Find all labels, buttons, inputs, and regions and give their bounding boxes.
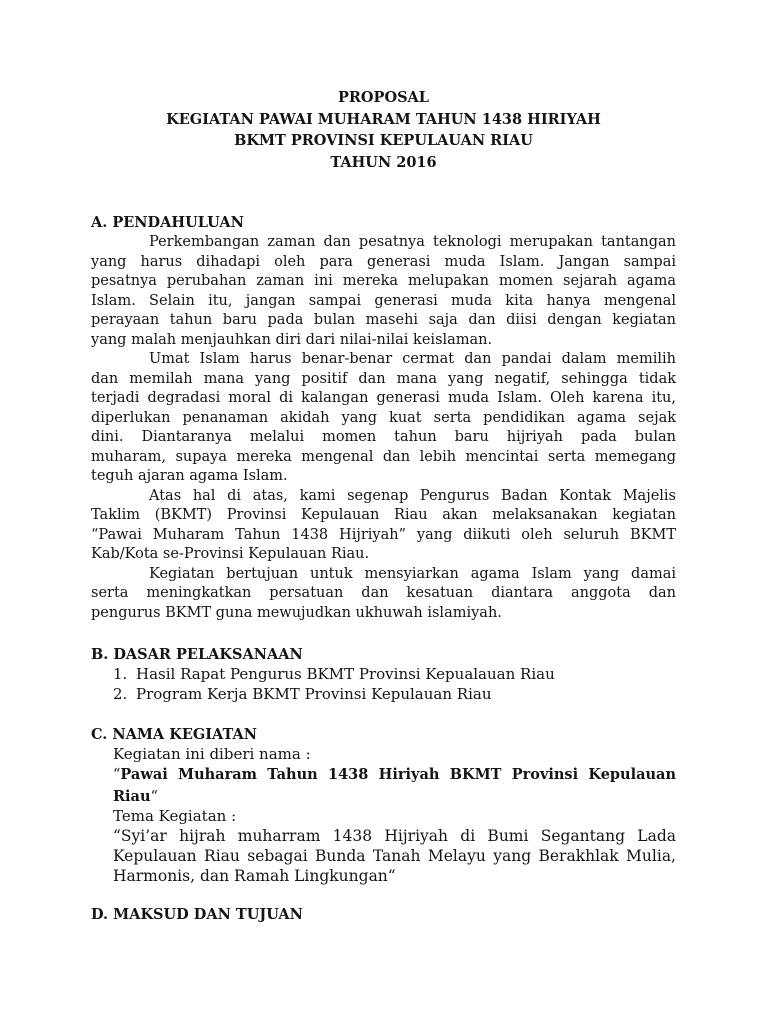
paragraph-line: yang harus dihadapi oleh para generasi muda Islam. Jangan sampai: [91, 253, 676, 270]
list-number: 2.: [113, 684, 128, 703]
title-year: TAHUN 2016: [330, 154, 437, 172]
paragraph-line: dan memilah mana yang positif dan mana yang negatif, sehingga tidak: [91, 370, 676, 387]
paragraph-line: diperlukan penanaman akidah yang kuat serta pendidikan agama sejak: [91, 409, 676, 426]
title-organization: BKMT PROVINSI KEPULAUAN RIAU: [234, 132, 533, 150]
paragraph-line: terjadi degradasi moral di kalangan generasi muda Islam. Oleh karena itu,: [91, 390, 676, 406]
paragraph-line: Kegiatan bertujuan untuk mensyiarkan agama Islam yang damai: [149, 565, 676, 582]
paragraph-line: serta meningkatkan persatuan dan kesatuan diantara anggota dan: [91, 585, 676, 601]
paragraph-line: Perkembangan zaman dan pesatnya teknologi merupakan tantangan: [149, 234, 676, 250]
paragraph-line: pengurus BKMT guna mewujudkan ukhuwah islamiyah.: [91, 604, 502, 621]
theme-line: “Syi’ar hijrah muharram 1438 Hijriyah di Bumi Segantang Lada: [113, 827, 676, 845]
section-nama-kegiatan: [91, 725, 676, 886]
title-proposal: PROPOSAL: [337, 89, 430, 106]
paragraph: [91, 565, 676, 624]
paragraph-line: muharam, supaya mereka mengenal dan lebih mencintai serta memegang: [91, 448, 676, 465]
section-maksud-tujuan: [91, 905, 676, 925]
paragraph: [91, 233, 676, 350]
paragraph-line: dini. Diantaranya melalui momen tahun baru hijriyah pada bulan: [91, 429, 676, 445]
section-heading: A. PENDAHULUAN: [91, 214, 244, 231]
paragraph-line: yang malah menjauhkan diri dari nilai-nilai keislaman.: [91, 331, 493, 348]
section-heading: C. NAMA KEGIATAN: [91, 726, 258, 743]
paragraph-line: teguh ajaran agama Islam.: [91, 468, 288, 484]
close-quote: “: [150, 789, 158, 805]
paragraph-line: perayaan tahun baru pada bulan masehi saja dan diisi dengan kegiatan: [91, 312, 676, 328]
list-text: Hasil Rapat Pengurus BKMT Provinsi Kepualauan Riau: [136, 665, 555, 683]
section-heading: B. DASAR PELAKSANAAN: [91, 646, 303, 663]
theme-line: Kepulauan Riau sebagai Bunda Tanah Melayu yang Berakhlak Mulia,: [113, 847, 676, 865]
activity-name-line: [91, 764, 676, 786]
activity-name-text: Riau: [113, 788, 151, 805]
title-block: [91, 87, 676, 174]
paragraph-line: pesatnya perubahan zaman ini mereka melupakan momen sejarah agama: [91, 273, 676, 289]
paragraph: [91, 487, 676, 565]
paragraph-line: Taklim (BKMT) Provinsi Kepulauan Riau akan melaksanakan kegiatan: [91, 507, 676, 523]
paragraph-line: Atas hal di atas, kami segenap Pengurus Badan Kontak Majelis: [149, 487, 676, 504]
paragraph-line: Islam. Selain itu, jangan sampai generasi muda kita hanya mengenal: [91, 292, 676, 309]
paragraph-line: Umat Islam harus benar-benar cermat dan pandai dalam memilih: [149, 351, 676, 367]
list-item: [91, 685, 676, 705]
section-heading: D. MAKSUD DAN TUJUAN: [91, 906, 303, 923]
title-activity: KEGIATAN PAWAI MUHARAM TAHUN 1438 HIRIYAH: [166, 110, 601, 128]
paragraph: [91, 350, 676, 487]
theme-label: Tema Kegiatan :: [113, 807, 237, 825]
open-quote: “: [113, 767, 121, 783]
list-text: Program Kerja BKMT Provinsi Kepulauan Riau: [136, 684, 492, 703]
activity-name-text: Pawai Muharam Tahun 1438 Hiriyah BKMT Provinsi Kepulauan: [120, 766, 676, 783]
activity-name-line: [91, 786, 676, 807]
section-pendahuluan: [91, 212, 676, 623]
activity-name-label: Kegiatan ini diberi nama :: [113, 745, 311, 763]
list-number: 1.: [113, 665, 128, 683]
list-item: [91, 665, 676, 685]
paragraph-line: “Pawai Muharam Tahun 1438 Hijriyah” yang diikuti oleh seluruh BKMT: [91, 526, 676, 543]
paragraph-line: Kab/Kota se-Provinsi Kepulauan Riau.: [91, 546, 370, 562]
theme-line: Harmonis, dan Ramah Lingkungan“: [113, 867, 396, 885]
section-dasar-pelaksanaan: [91, 644, 676, 704]
